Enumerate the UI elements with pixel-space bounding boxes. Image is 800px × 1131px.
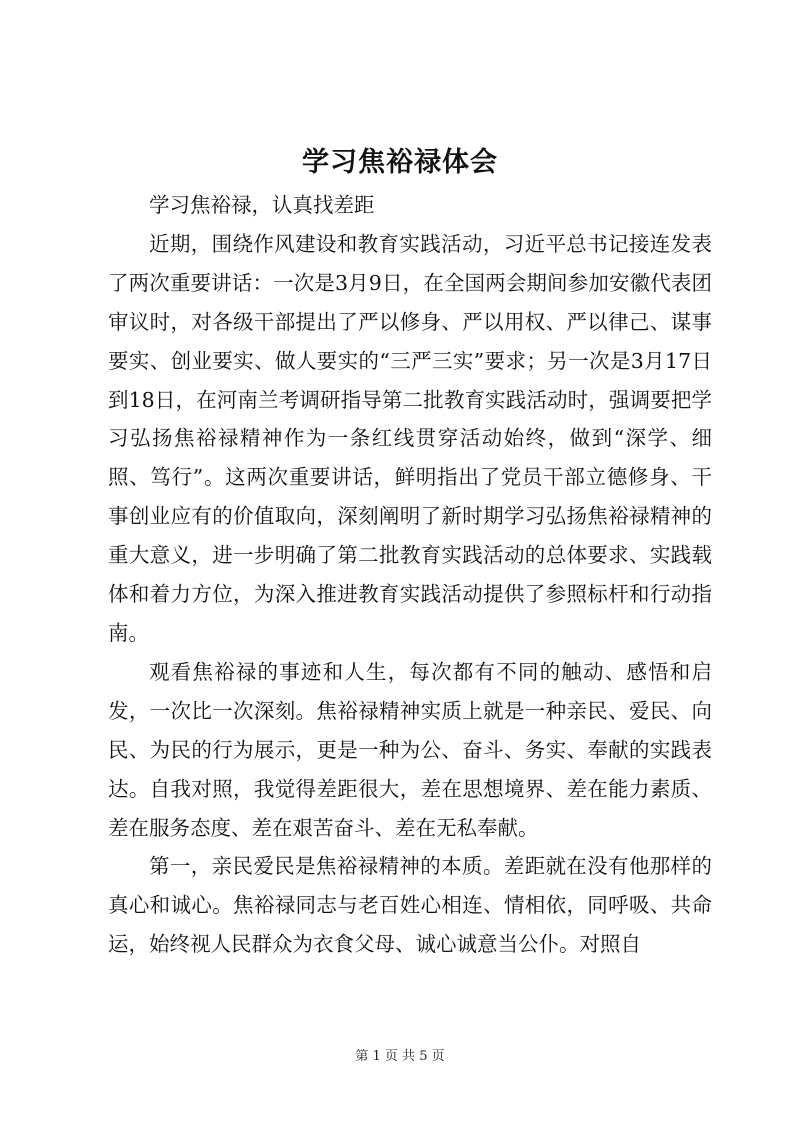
body-paragraph: 观看焦裕禄的事迹和人生，每次都有不同的触动、感悟和启发，一次比一次深刻。焦裕禄精神实质上就是一种亲民、爱民、向民、为民的行为展示，更是一种为公、奋斗、务实、奉献的实践表达。自我对照，我觉得差距很大，差在思想境界、差在能力素质、差在服务态度、差在艰苦奋斗、差在无私奉献。 [108, 659, 712, 840]
body-paragraph: 第一，亲民爱民是焦裕禄精神的本质。差距就在没有他那样的真心和诚心。焦裕禄同志与老百姓心相连、情相依，同呼吸、共命运，始终视人民群众为衣食父母、诚心诚意当公仆。对照自 [108, 854, 712, 957]
subtitle-paragraph: 学习焦裕禄，认真找差距 [149, 193, 375, 217]
document-title: 学习焦裕禄体会 [302, 147, 498, 178]
body-paragraph: 近期，围绕作风建设和教育实践活动，习近平总书记接连发表了两次重要讲话：一次是3月9日，在全国两会期间参加安徽代表团审议时，对各级干部提出了严以修身、严以用权、严以律己、谋事要实、创业要实、做人要实的“三严三实”要求；另一次是3月17日到18日，在河南兰考调研指导第二批教育实践活动时，强调要把学习弘扬焦裕禄精神作为一条红线贯穿活动始终，做到“深学、细照、笃行”。这两次重要讲话，鲜明指出了党员干部立德修身、干事创业应有的价值取向，深刻阐明了新时期学习弘扬焦裕禄精神的重大意义，进一步明确了第二批教育实践活动的总体要求、实践载体和着力方位，为深入推进教育实践活动提供了参照标杆和行动指南。 [108, 231, 712, 645]
document-body [108, 186, 712, 964]
page-number-footer: 第 1 页 共 5 页 [355, 1049, 445, 1064]
